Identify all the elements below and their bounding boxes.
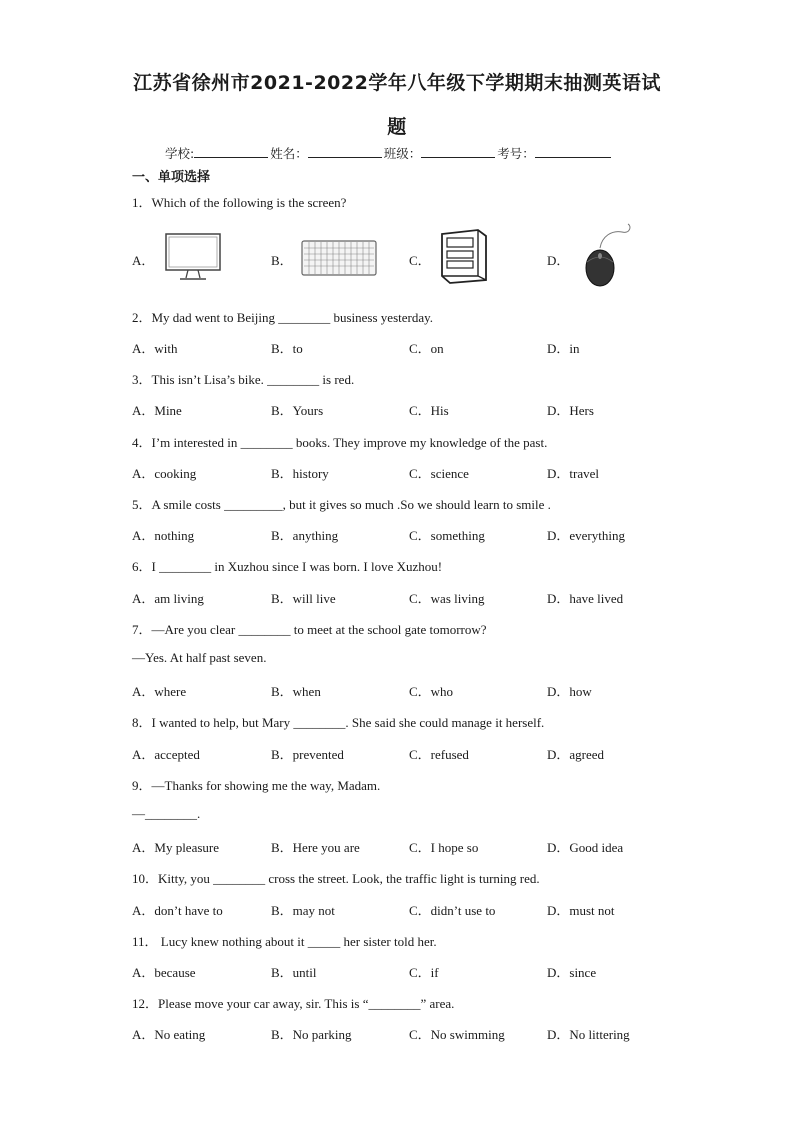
- q4-option-c[interactable]: C．science: [409, 466, 469, 481]
- q7-option-d[interactable]: D．how: [547, 684, 592, 699]
- q1-option-b[interactable]: B．: [271, 253, 293, 268]
- q9-option-d[interactable]: D．Good idea: [547, 840, 624, 855]
- q5-option-b[interactable]: B．anything: [271, 528, 339, 543]
- q4-option-d[interactable]: D．travel: [547, 466, 599, 481]
- q10-option-a[interactable]: A．don’t have to: [132, 903, 223, 918]
- name-label: 姓名：: [270, 146, 308, 161]
- q10-option-b[interactable]: B．may not: [271, 903, 335, 918]
- q2-option-c[interactable]: C．on: [409, 341, 444, 356]
- q12-option-d[interactable]: D．No littering: [547, 1027, 630, 1042]
- q1-option-a[interactable]: A．: [132, 253, 155, 268]
- class-blank[interactable]: [421, 145, 495, 158]
- q2-option-d[interactable]: D．in: [547, 341, 580, 356]
- q6-option-a[interactable]: A．am living: [132, 591, 204, 606]
- q3-option-c[interactable]: C．His: [409, 403, 449, 418]
- computer-case-icon: [434, 228, 492, 284]
- q10-option-c[interactable]: C．didn’t use to: [409, 903, 496, 918]
- question-1-stem: 1．Which of the following is the screen?: [132, 195, 347, 210]
- number-blank[interactable]: [535, 145, 611, 158]
- school-blank[interactable]: [194, 145, 268, 158]
- q1-option-d[interactable]: D．: [547, 253, 570, 268]
- q2-option-b[interactable]: B．to: [271, 341, 303, 356]
- q6-option-d[interactable]: D．have lived: [547, 591, 624, 606]
- question-12-stem: 12．Please move your car away, sir. This is “________” area.: [132, 996, 455, 1011]
- question-8-stem: 8．I wanted to help, but Mary ________. She said she could manage it herself.: [132, 715, 545, 730]
- section-heading: 一、单项选择: [132, 170, 211, 185]
- question-7-stem: 7．—Are you clear ________ to meet at the school gate tomorrow?: [132, 622, 487, 637]
- question-9-reply: —________.: [132, 806, 201, 821]
- exam-title-line1: 江苏省徐州市2021-2022学年八年级下学期期末抽测英语试: [133, 72, 661, 94]
- question-5-stem: 5．A smile costs _________, but it gives so much .So we should learn to smile .: [132, 497, 551, 512]
- q6-option-c[interactable]: C．was living: [409, 591, 485, 606]
- question-9-stem: 9．—Thanks for showing me the way, Madam.: [132, 778, 381, 793]
- q11-option-c[interactable]: C．if: [409, 965, 439, 980]
- q9-option-c[interactable]: C．I hope so: [409, 840, 479, 855]
- class-label: 班级：: [383, 146, 422, 161]
- question-2-stem: 2．My dad went to Beijing ________ business yesterday.: [132, 310, 434, 325]
- q9-option-b[interactable]: B．Here you are: [271, 840, 360, 855]
- q12-option-a[interactable]: A．No eating: [132, 1027, 206, 1042]
- mouse-icon: [582, 222, 636, 290]
- q11-option-d[interactable]: D．since: [547, 965, 597, 980]
- question-4-stem: 4．I’m interested in ________ books. They improve my knowledge of the past.: [132, 435, 548, 450]
- q11-option-a[interactable]: A．because: [132, 965, 196, 980]
- q5-option-c[interactable]: C．something: [409, 528, 485, 543]
- q3-option-a[interactable]: A．Mine: [132, 403, 182, 418]
- q4-option-b[interactable]: B．history: [271, 466, 329, 481]
- school-label: 学校:: [165, 146, 195, 161]
- name-blank[interactable]: [308, 145, 382, 158]
- student-info-row: [165, 144, 613, 162]
- number-label: 考号：: [497, 146, 535, 161]
- q8-option-a[interactable]: A．accepted: [132, 747, 200, 762]
- question-6-stem: 6．I ________ in Xuzhou since I was born. I love Xuzhou!: [132, 559, 443, 574]
- q7-option-b[interactable]: B．when: [271, 684, 321, 699]
- q12-option-c[interactable]: C．No swimming: [409, 1027, 505, 1042]
- monitor-icon: [162, 232, 224, 282]
- question-11-stem: 11． Lucy knew nothing about it _____ her sister told her.: [132, 934, 437, 949]
- q8-option-c[interactable]: C．refused: [409, 747, 469, 762]
- question-7-reply: —Yes. At half past seven.: [132, 650, 267, 665]
- q6-option-b[interactable]: B．will live: [271, 591, 336, 606]
- q5-option-d[interactable]: D．everything: [547, 528, 625, 543]
- q7-option-c[interactable]: C．who: [409, 684, 454, 699]
- q7-option-a[interactable]: A．where: [132, 684, 187, 699]
- q8-option-b[interactable]: B．prevented: [271, 747, 344, 762]
- q1-option-c[interactable]: C．: [409, 253, 431, 268]
- q5-option-a[interactable]: A．nothing: [132, 528, 195, 543]
- q12-option-b[interactable]: B．No parking: [271, 1027, 352, 1042]
- q10-option-d[interactable]: D．must not: [547, 903, 615, 918]
- q8-option-d[interactable]: D．agreed: [547, 747, 605, 762]
- q11-option-b[interactable]: B．until: [271, 965, 317, 980]
- q9-option-a[interactable]: A．My pleasure: [132, 840, 220, 855]
- exam-title-line2: 题: [387, 116, 407, 138]
- question-3-stem: 3．This isn’t Lisa’s bike. ________ is red.: [132, 372, 355, 387]
- q3-option-d[interactable]: D．Hers: [547, 403, 594, 418]
- question-10-stem: 10．Kitty, you ________ cross the street. Look, the traffic light is turning red.: [132, 871, 540, 886]
- q4-option-a[interactable]: A．cooking: [132, 466, 197, 481]
- q2-option-a[interactable]: A．with: [132, 341, 178, 356]
- q3-option-b[interactable]: B．Yours: [271, 403, 324, 418]
- keyboard-icon: [300, 238, 378, 278]
